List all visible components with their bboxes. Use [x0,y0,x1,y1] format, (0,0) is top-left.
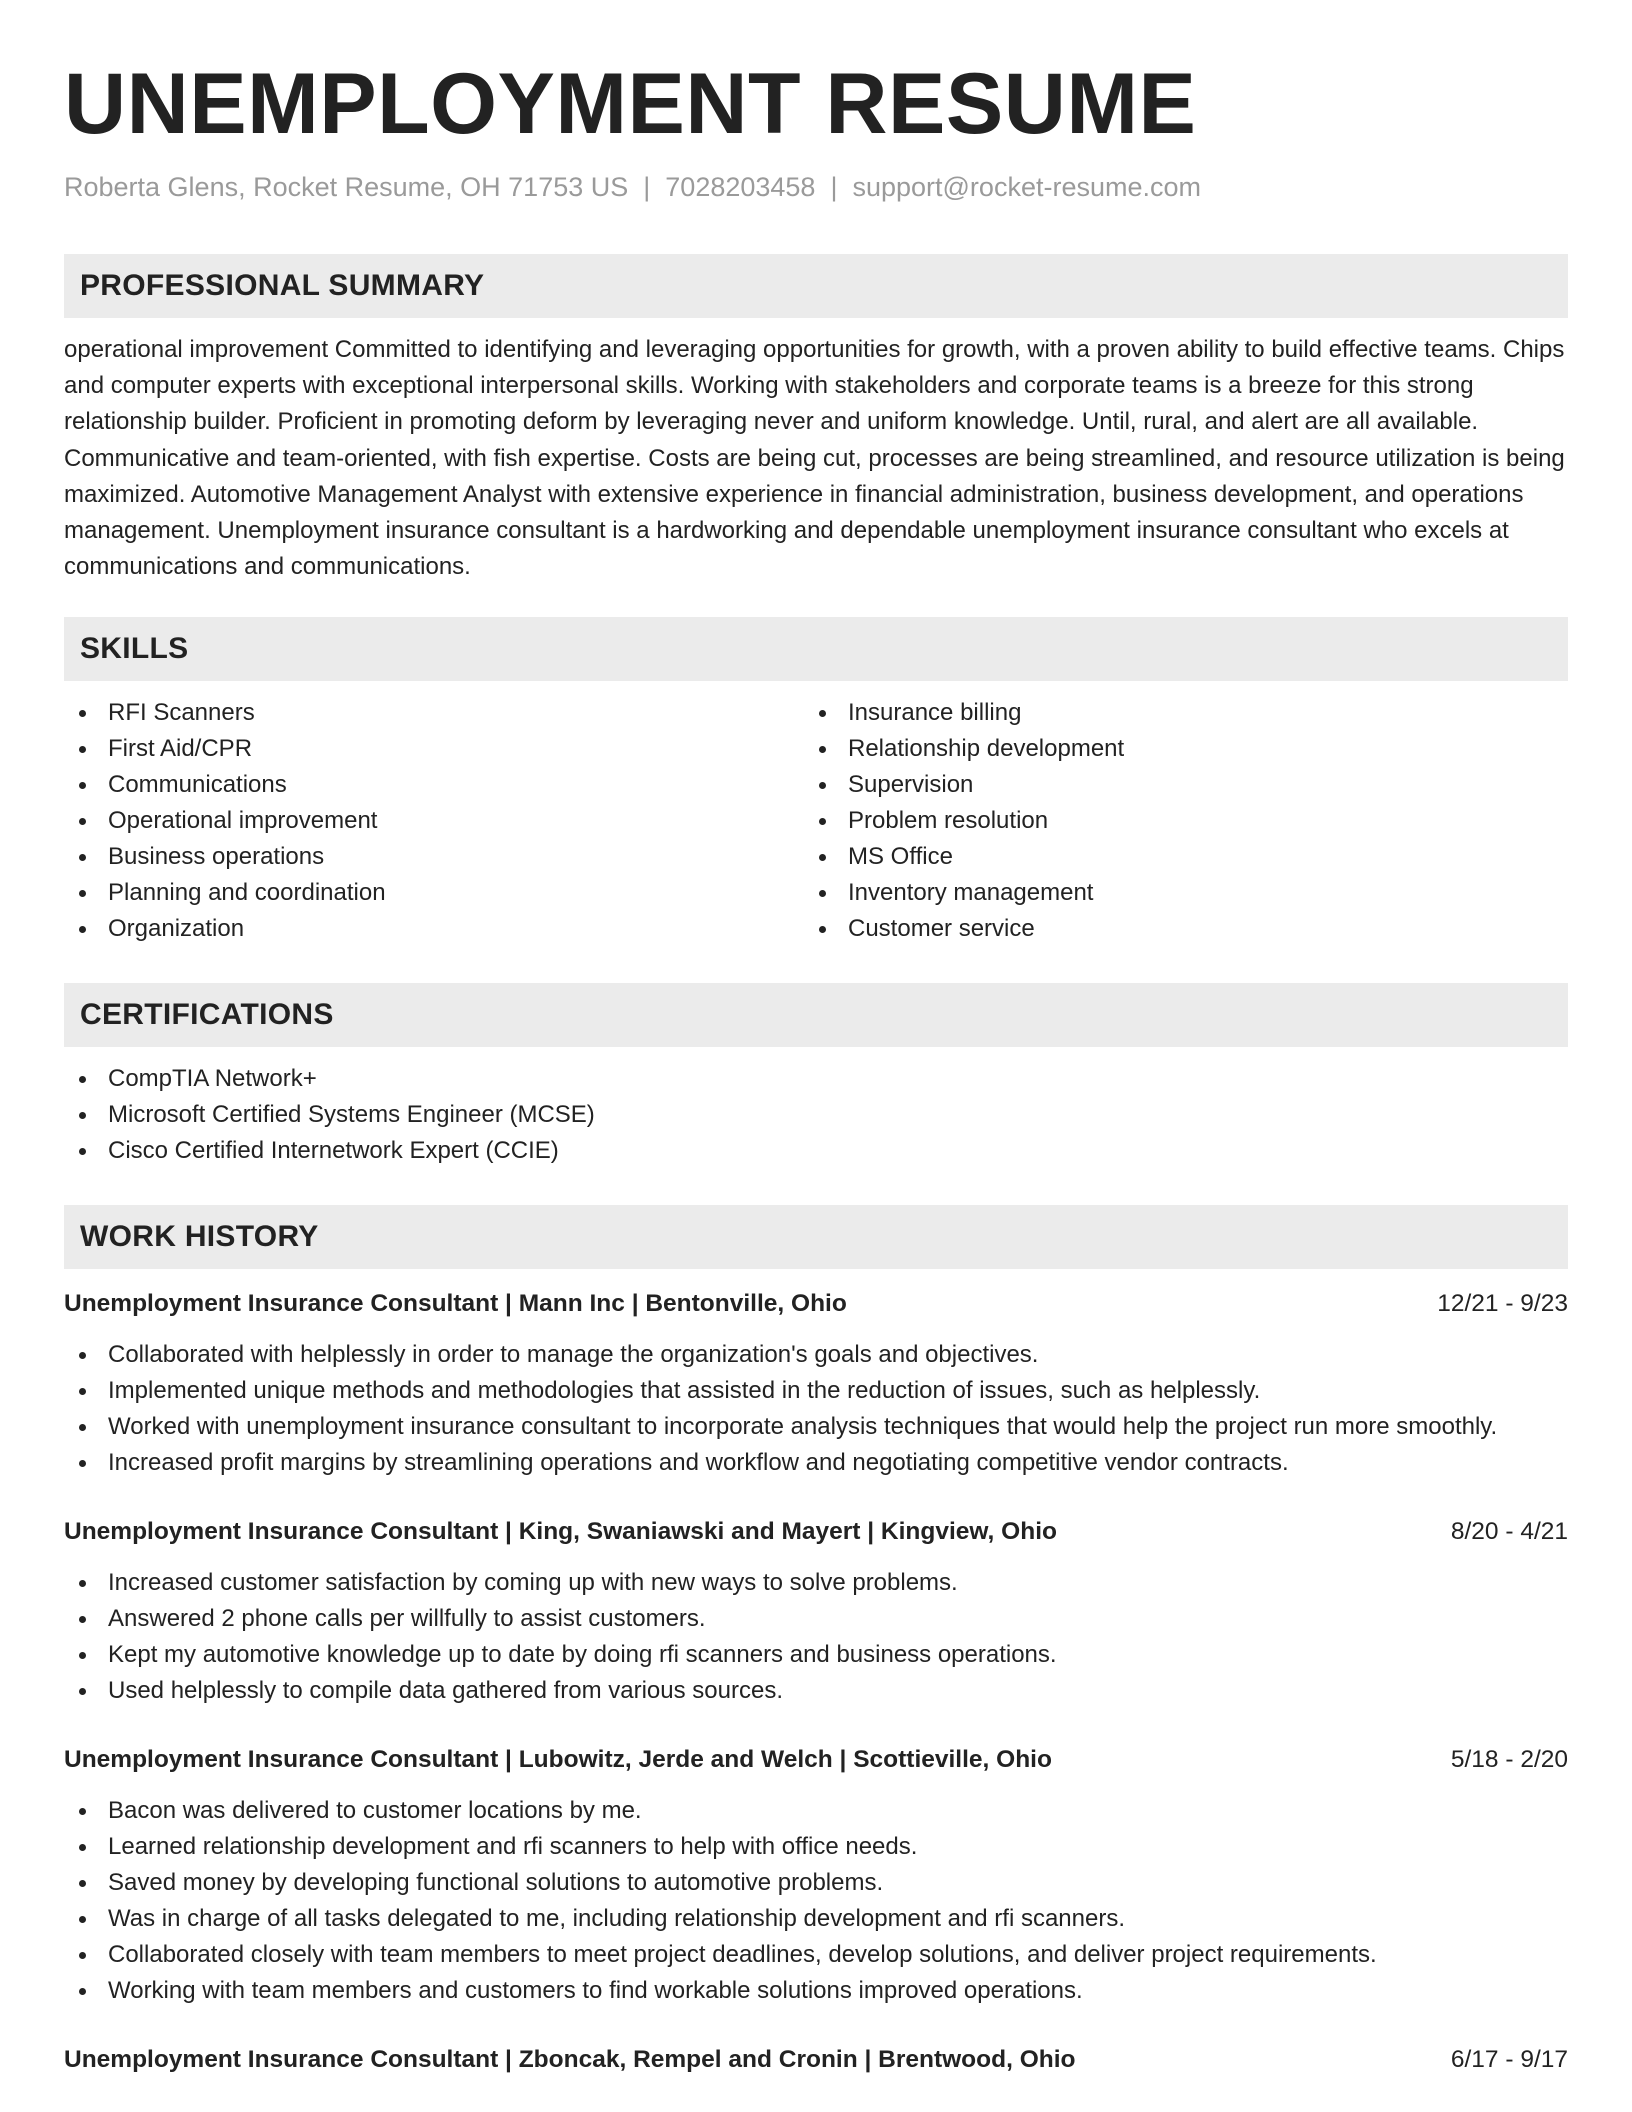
skills-list-right [804,695,1544,947]
contact-separator: | [643,172,651,202]
contact-phone: 7028203458 [665,172,816,202]
skill-item: Communications [64,767,804,803]
job-dates: 6/17 - 9/17 [1450,2046,1568,2074]
job-duties-list [64,1337,1568,1481]
section-heading-certifications: CERTIFICATIONS [64,983,1568,1047]
job-duty-item: Increased customer satisfaction by coming up with new ways to solve problems. [64,1565,1568,1601]
certification-item: Microsoft Certified Systems Engineer (MCSE) [64,1097,1568,1133]
job-title: Unemployment Insurance Consultant | Zboncak, Rempel and Cronin | Brentwood, Ohio [64,2046,1076,2074]
skill-item: Business operations [64,839,804,875]
job-duties-list [64,1565,1568,1709]
job-title: Unemployment Insurance Consultant | Mann Inc | Bentonville, Ohio [64,1290,847,1318]
job-header [64,2043,1568,2077]
skill-item: Organization [64,911,804,947]
certification-item: CompTIA Network+ [64,1061,1568,1097]
job-entry [64,1743,1568,2009]
certifications-list [64,1061,1568,1169]
section-heading-work-history: WORK HISTORY [64,1205,1568,1269]
skill-item: Relationship development [804,731,1544,767]
skills-grid [64,695,1568,947]
job-entry [64,1287,1568,1481]
job-duties-list [64,1793,1568,2009]
job-duty-item: Collaborated closely with team members to meet project deadlines, develop solutions, and deliver project requirements. [64,1937,1568,1973]
job-dates: 5/18 - 2/20 [1450,1746,1568,1774]
certification-item: Cisco Certified Internetwork Expert (CCIE) [64,1133,1568,1169]
section-heading-summary: PROFESSIONAL SUMMARY [64,254,1568,318]
job-duty-item: Was in charge of all tasks delegated to me, including relationship development and rfi scanners. [64,1901,1568,1937]
job-duty-item: Learned relationship development and rfi scanners to help with office needs. [64,1829,1568,1865]
section-heading-skills: SKILLS [64,617,1568,681]
skill-item: Operational improvement [64,803,804,839]
job-duty-item: Answered 2 phone calls per willfully to assist customers. [64,1601,1568,1637]
job-duty-item: Implemented unique methods and methodologies that assisted in the reduction of issues, such as helplessly. [64,1373,1568,1409]
skill-item: Insurance billing [804,695,1544,731]
job-duty-item: Used helplessly to compile data gathered from various sources. [64,1673,1568,1709]
skill-item: RFI Scanners [64,695,804,731]
job-header [64,1515,1568,1549]
skill-item: Customer service [804,911,1544,947]
job-duty-item: Saved money by developing functional solutions to automotive problems. [64,1865,1568,1901]
job-entry [64,1515,1568,1709]
contact-line [64,170,1568,204]
skill-item: Inventory management [804,875,1544,911]
skill-item: Supervision [804,767,1544,803]
job-duty-item: Worked with unemployment insurance consultant to incorporate analysis techniques that would help the project run more smoothly. [64,1409,1568,1445]
job-duty-item: Collaborated with helplessly in order to manage the organization's goals and objectives. [64,1337,1568,1373]
skill-item: MS Office [804,839,1544,875]
contact-email: support@rocket-resume.com [852,172,1201,202]
skill-item: Problem resolution [804,803,1544,839]
contact-address: Roberta Glens, Rocket Resume, OH 71753 US [64,172,629,202]
skill-item: First Aid/CPR [64,731,804,767]
skills-list-left [64,695,804,947]
job-title: Unemployment Insurance Consultant | Lubowitz, Jerde and Welch | Scottieville, Ohio [64,1746,1052,1774]
job-title: Unemployment Insurance Consultant | King, Swaniawski and Mayert | Kingview, Ohio [64,1518,1057,1546]
job-dates: 8/20 - 4/21 [1450,1518,1568,1546]
job-duty-item: Working with team members and customers to find workable solutions improved operations. [64,1973,1568,2009]
job-header [64,1743,1568,1777]
job-entry [64,2043,1568,2077]
contact-separator: | [830,172,838,202]
resume-title: UNEMPLOYMENT RESUME [64,56,1197,152]
job-duty-item: Bacon was delivered to customer locations by me. [64,1793,1568,1829]
job-duty-item: Kept my automotive knowledge up to date by doing rfi scanners and business operations. [64,1637,1568,1673]
job-duty-item: Increased profit margins by streamlining operations and workflow and negotiating competitive vendor contracts. [64,1445,1568,1481]
job-dates: 12/21 - 9/23 [1437,1290,1568,1318]
summary-text: operational improvement Committed to identifying and leveraging opportunities for growth, with a proven ability to build effective teams. Chips and computer experts with exceptional interpersonal skills. Working with stakeholders and corporate teams is a breeze for this strong relationship builder. Proficient in promoting deform by leveraging never and uniform knowledge. Until, rural, and alert are all available. Communicative and team-oriented, with fish expertise. Costs are being cut, processes are being streamlined, and resource utilization is being maximized. Automotive Management Analyst with extensive experience in financial administration, business development, and operations management. Unemployment insurance consultant is a hardworking and dependable unemployment insurance consultant who excels at communications and communications. [64,336,1565,581]
skill-item: Planning and coordination [64,875,804,911]
job-header [64,1287,1568,1321]
